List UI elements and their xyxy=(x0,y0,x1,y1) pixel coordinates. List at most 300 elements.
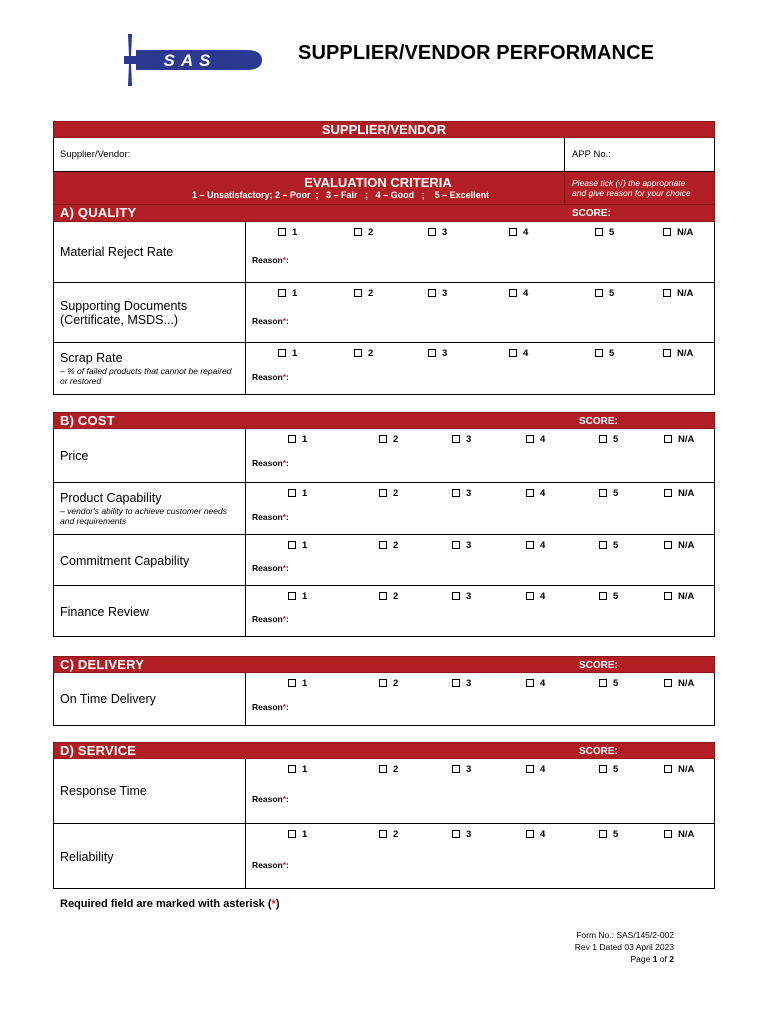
checkbox[interactable] xyxy=(354,349,362,357)
rating-option-na[interactable] xyxy=(664,488,694,499)
checkbox[interactable] xyxy=(599,435,607,443)
rating-option-5[interactable] xyxy=(599,829,618,840)
rating-option-1[interactable] xyxy=(278,288,297,299)
required-asterisk: * xyxy=(282,255,287,265)
rating-option-label: 4 xyxy=(540,434,546,445)
required-asterisk: * xyxy=(282,702,287,712)
required-asterisk: * xyxy=(282,860,287,870)
reason-colon: : xyxy=(286,794,289,804)
rating-option-label: 3 xyxy=(466,434,472,445)
rating-option-label: 3 xyxy=(466,829,472,840)
column-divider xyxy=(245,824,246,888)
criterion-label: Finance Review xyxy=(60,605,149,619)
rating-option-4[interactable] xyxy=(526,540,545,551)
checkbox[interactable] xyxy=(663,349,671,357)
checkbox[interactable] xyxy=(288,541,296,549)
checkbox[interactable] xyxy=(354,228,362,236)
checkbox[interactable] xyxy=(452,435,460,443)
section-title: C) DELIVERY xyxy=(60,657,145,672)
rating-option-5[interactable] xyxy=(599,678,618,689)
criterion-label: Price xyxy=(60,449,89,463)
criterion-name xyxy=(60,605,240,619)
reason-label xyxy=(252,614,289,624)
evaluation-title: EVALUATION CRITERIA xyxy=(304,175,452,190)
rating-option-5[interactable] xyxy=(595,288,614,299)
rating-option-label: 1 xyxy=(302,764,308,775)
reason-label xyxy=(252,255,289,265)
required-asterisk: * xyxy=(282,614,287,624)
criterion-label: Scrap Rate xyxy=(60,351,123,365)
criterion-name xyxy=(60,554,240,568)
supplier-section-header xyxy=(53,121,715,138)
rating-option-label: 2 xyxy=(393,434,399,445)
rating-option-3[interactable] xyxy=(428,288,447,299)
reason-colon: : xyxy=(286,458,289,468)
reason-label xyxy=(252,860,289,870)
required-asterisk: * xyxy=(282,794,287,804)
rating-option-label: 4 xyxy=(540,829,546,840)
criterion-row xyxy=(54,222,714,282)
checkbox[interactable] xyxy=(664,435,672,443)
reason-label xyxy=(252,316,289,326)
criterion-note: – vendor's ability to achieve customer needs and requirements xyxy=(60,506,227,526)
checkbox[interactable] xyxy=(428,289,436,297)
rating-option-4[interactable] xyxy=(509,288,528,299)
rating-option-4[interactable] xyxy=(526,764,545,775)
criterion-label: Reliability xyxy=(60,850,114,864)
rating-option-2[interactable] xyxy=(379,591,398,602)
reason-label xyxy=(252,794,289,804)
criterion-note: – % of failed products that cannot be repaired or restored xyxy=(60,366,232,386)
rating-option-1[interactable] xyxy=(288,540,307,551)
rating-option-1[interactable] xyxy=(288,764,307,775)
rating-option-5[interactable] xyxy=(599,540,618,551)
score-label: SCORE: xyxy=(579,660,618,671)
rating-option-label: 2 xyxy=(393,678,399,689)
criterion-row xyxy=(54,759,714,823)
reason-input[interactable] xyxy=(294,791,708,807)
criterion-row xyxy=(54,429,714,482)
evaluation-criteria-header xyxy=(53,172,715,205)
rating-option-label: 3 xyxy=(442,227,448,238)
supplier-vendor-field[interactable] xyxy=(204,142,564,168)
checkbox[interactable] xyxy=(288,830,296,838)
rating-option-label: 2 xyxy=(368,288,374,299)
rating-option-2[interactable] xyxy=(354,288,373,299)
criterion-row xyxy=(54,282,714,342)
rating-option-2[interactable] xyxy=(379,540,398,551)
reason-label xyxy=(252,702,289,712)
checkbox[interactable] xyxy=(526,592,534,600)
rating-option-label: 5 xyxy=(609,227,615,238)
rating-option-3[interactable] xyxy=(428,227,447,238)
column-divider xyxy=(245,283,246,342)
rating-option-2[interactable] xyxy=(379,488,398,499)
reason-colon: : xyxy=(286,372,289,382)
reason-label xyxy=(252,512,289,522)
rating-option-label: 4 xyxy=(523,288,529,299)
criterion-row xyxy=(54,534,714,585)
rating-option-label: 4 xyxy=(540,678,546,689)
rating-option-label: 3 xyxy=(466,678,472,689)
rating-option-label: N/A xyxy=(677,288,694,299)
reason-text: Reason xyxy=(252,614,283,624)
rating-option-label: N/A xyxy=(678,764,695,775)
rating-option-label: 5 xyxy=(609,348,615,359)
rating-option-4[interactable] xyxy=(526,434,545,445)
rating-option-2[interactable] xyxy=(354,227,373,238)
checkbox[interactable] xyxy=(664,679,672,687)
section-header xyxy=(53,205,715,222)
reason-input[interactable] xyxy=(294,455,708,471)
rating-option-label: 4 xyxy=(540,540,546,551)
criterion-row xyxy=(54,585,714,636)
checkbox[interactable] xyxy=(288,765,296,773)
required-asterisk: * xyxy=(282,458,287,468)
rating-option-label: 5 xyxy=(613,488,619,499)
reason-colon: : xyxy=(286,614,289,624)
rating-option-2[interactable] xyxy=(354,348,373,359)
reason-text: Reason xyxy=(252,563,283,573)
checkbox[interactable] xyxy=(452,679,460,687)
divider xyxy=(564,172,565,204)
reason-colon: : xyxy=(286,563,289,573)
reason-text: Reason xyxy=(252,702,283,712)
rating-option-label: 2 xyxy=(393,591,399,602)
reason-input[interactable] xyxy=(294,509,708,525)
score-label: SCORE: xyxy=(579,746,618,757)
svg-text:SAS: SAS xyxy=(163,51,217,70)
reason-text: Reason xyxy=(252,316,283,326)
rating-option-label: 3 xyxy=(466,488,472,499)
checkbox[interactable] xyxy=(278,349,286,357)
required-asterisk: * xyxy=(282,372,287,382)
rating-option-label: 2 xyxy=(393,829,399,840)
checkbox[interactable] xyxy=(526,541,534,549)
checkbox[interactable] xyxy=(354,289,362,297)
checkbox[interactable] xyxy=(379,489,387,497)
rating-option-label: N/A xyxy=(677,348,694,359)
rating-option-2[interactable] xyxy=(379,434,398,445)
checkbox[interactable] xyxy=(664,830,672,838)
rating-option-5[interactable] xyxy=(599,488,618,499)
checkbox[interactable] xyxy=(428,228,436,236)
rating-option-1[interactable] xyxy=(288,434,307,445)
reason-input[interactable] xyxy=(294,560,708,576)
rating-option-na[interactable] xyxy=(663,288,693,299)
rating-option-1[interactable] xyxy=(288,829,307,840)
page-number: Page 1 of 2 xyxy=(630,954,674,964)
reason-input[interactable] xyxy=(294,313,708,329)
rating-option-na[interactable] xyxy=(664,434,694,445)
checkbox[interactable] xyxy=(526,435,534,443)
checkbox[interactable] xyxy=(599,541,607,549)
rating-option-na[interactable] xyxy=(664,540,694,551)
rating-option-3[interactable] xyxy=(452,540,471,551)
reason-input[interactable] xyxy=(294,699,708,715)
criterion-row xyxy=(54,342,714,394)
criterion-name xyxy=(60,299,240,327)
rating-option-label: 5 xyxy=(613,540,619,551)
rating-option-3[interactable] xyxy=(452,829,471,840)
rating-option-3[interactable] xyxy=(452,434,471,445)
checkbox[interactable] xyxy=(288,592,296,600)
reason-label xyxy=(252,372,289,382)
rating-option-na[interactable] xyxy=(663,348,693,359)
criterion-label: Supporting Documents (Certificate, MSDS...) xyxy=(60,299,188,327)
section-header xyxy=(53,656,715,673)
rating-option-4[interactable] xyxy=(509,227,528,238)
checkbox[interactable] xyxy=(379,679,387,687)
rating-option-na[interactable] xyxy=(663,227,693,238)
checkbox[interactable] xyxy=(599,489,607,497)
rating-option-label: 5 xyxy=(613,829,619,840)
checkbox[interactable] xyxy=(526,830,534,838)
checkbox[interactable] xyxy=(599,679,607,687)
rating-option-label: N/A xyxy=(677,227,694,238)
rating-option-1[interactable] xyxy=(278,348,297,359)
rating-option-1[interactable] xyxy=(278,227,297,238)
required-asterisk: * xyxy=(282,563,287,573)
reason-input[interactable] xyxy=(294,611,708,627)
criterion-name xyxy=(60,351,240,386)
rating-option-4[interactable] xyxy=(509,348,528,359)
rating-option-5[interactable] xyxy=(595,227,614,238)
column-divider xyxy=(245,222,246,282)
criterion-label: Commitment Capability xyxy=(60,554,190,568)
checkbox[interactable] xyxy=(526,765,534,773)
checkbox[interactable] xyxy=(379,435,387,443)
section-table xyxy=(53,429,715,637)
rating-option-label: 4 xyxy=(540,764,546,775)
rating-option-label: 5 xyxy=(613,678,619,689)
revision-date: Rev 1 Dated 03 April 2023 xyxy=(574,942,674,952)
criterion-label: Material Reject Rate xyxy=(60,245,174,259)
rating-option-2[interactable] xyxy=(379,678,398,689)
evaluation-scale: 1 – Unsatisfactory; 2 – Poor ; 3 – Fair ; 4 – Good ; 5 – Excellent xyxy=(192,190,490,200)
section-header xyxy=(53,742,715,759)
checkbox[interactable] xyxy=(288,489,296,497)
criterion-label: On Time Delivery xyxy=(60,692,156,706)
rating-option-label: 3 xyxy=(466,591,472,602)
section-title: A) QUALITY xyxy=(60,205,137,220)
checkbox[interactable] xyxy=(664,592,672,600)
reason-colon: : xyxy=(286,512,289,522)
checkbox[interactable] xyxy=(595,289,603,297)
rating-option-label: 3 xyxy=(466,764,472,775)
checkbox[interactable] xyxy=(599,830,607,838)
criterion-name xyxy=(60,491,240,526)
section-table xyxy=(53,222,715,395)
checkbox[interactable] xyxy=(379,830,387,838)
criterion-row xyxy=(54,823,714,888)
rating-option-na[interactable] xyxy=(664,591,694,602)
rating-option-label: 3 xyxy=(442,288,448,299)
checkbox[interactable] xyxy=(379,541,387,549)
reason-input[interactable] xyxy=(294,369,708,385)
checkbox[interactable] xyxy=(664,765,672,773)
criterion-name xyxy=(60,245,240,259)
checkbox[interactable] xyxy=(509,289,517,297)
rating-option-label: 2 xyxy=(393,540,399,551)
required-field-note: Required field are marked with asterisk (*) xyxy=(60,898,280,910)
rating-option-5[interactable] xyxy=(595,348,614,359)
checkbox[interactable] xyxy=(452,541,460,549)
rating-option-label: 1 xyxy=(302,591,308,602)
criterion-name xyxy=(60,784,240,798)
rating-option-4[interactable] xyxy=(526,829,545,840)
section-table xyxy=(53,673,715,726)
rating-option-label: 1 xyxy=(302,434,308,445)
rating-option-1[interactable] xyxy=(288,591,307,602)
checkbox[interactable] xyxy=(664,489,672,497)
rating-option-1[interactable] xyxy=(288,678,307,689)
rating-option-label: N/A xyxy=(678,829,695,840)
rating-option-label: 2 xyxy=(368,227,374,238)
column-divider xyxy=(245,586,246,636)
app-no-field[interactable] xyxy=(624,142,708,168)
rating-option-5[interactable] xyxy=(599,764,618,775)
checkbox[interactable] xyxy=(288,435,296,443)
rating-option-label: 2 xyxy=(393,764,399,775)
page-title: SUPPLIER/VENDOR PERFORMANCE xyxy=(298,42,655,64)
rating-option-4[interactable] xyxy=(526,591,545,602)
checkbox[interactable] xyxy=(452,592,460,600)
score-label: SCORE: xyxy=(572,208,611,219)
checkbox[interactable] xyxy=(526,679,534,687)
column-divider xyxy=(245,759,246,823)
reason-label xyxy=(252,563,289,573)
rating-option-label: 3 xyxy=(442,348,448,359)
section-table xyxy=(53,759,715,889)
criterion-name xyxy=(60,449,240,463)
divider xyxy=(564,138,565,171)
rating-option-3[interactable] xyxy=(428,348,447,359)
reason-text: Reason xyxy=(252,458,283,468)
reason-input[interactable] xyxy=(294,857,708,873)
rating-option-label: 4 xyxy=(523,348,529,359)
rating-option-3[interactable] xyxy=(452,678,471,689)
reason-text: Reason xyxy=(252,512,283,522)
checkbox[interactable] xyxy=(664,541,672,549)
criterion-label: Product Capability xyxy=(60,491,162,505)
checkbox[interactable] xyxy=(452,765,460,773)
reason-input[interactable] xyxy=(294,252,708,268)
column-divider xyxy=(245,673,246,725)
checkbox[interactable] xyxy=(379,592,387,600)
checkbox[interactable] xyxy=(509,349,517,357)
checkbox[interactable] xyxy=(379,765,387,773)
rating-option-2[interactable] xyxy=(379,829,398,840)
checkbox[interactable] xyxy=(526,489,534,497)
section-title: B) COST xyxy=(60,413,115,428)
rating-option-label: 1 xyxy=(302,678,308,689)
checkbox[interactable] xyxy=(278,228,286,236)
rating-option-label: 4 xyxy=(540,488,546,499)
rating-option-label: 5 xyxy=(613,434,619,445)
rating-option-5[interactable] xyxy=(599,591,618,602)
criterion-row xyxy=(54,482,714,534)
score-label: SCORE: xyxy=(579,416,618,427)
rating-option-3[interactable] xyxy=(452,764,471,775)
rating-option-3[interactable] xyxy=(452,591,471,602)
evaluation-instruction: Please tick (√) the appropriate and give reason for your choice xyxy=(572,178,691,198)
section-header xyxy=(53,412,715,429)
reason-label xyxy=(252,458,289,468)
checkbox[interactable] xyxy=(452,830,460,838)
column-divider xyxy=(245,343,246,394)
reason-colon: : xyxy=(286,702,289,712)
rating-option-label: 4 xyxy=(540,591,546,602)
rating-option-label: 2 xyxy=(393,488,399,499)
rating-option-label: N/A xyxy=(678,591,695,602)
rating-option-label: 3 xyxy=(466,540,472,551)
section-title: D) SERVICE xyxy=(60,743,137,758)
supplier-section-title: SUPPLIER/VENDOR xyxy=(321,122,447,137)
checkbox[interactable] xyxy=(595,228,603,236)
rating-option-3[interactable] xyxy=(452,488,471,499)
checkbox[interactable] xyxy=(599,765,607,773)
checkbox[interactable] xyxy=(278,289,286,297)
rating-option-label: 1 xyxy=(292,348,298,359)
reason-text: Reason xyxy=(252,860,283,870)
supplier-vendor-label: Supplier/Vendor: xyxy=(60,149,131,160)
rating-option-label: 1 xyxy=(302,540,308,551)
checkbox[interactable] xyxy=(428,349,436,357)
criterion-row xyxy=(54,673,714,725)
rating-option-5[interactable] xyxy=(599,434,618,445)
checkbox[interactable] xyxy=(599,592,607,600)
reason-text: Reason xyxy=(252,794,283,804)
checkbox[interactable] xyxy=(595,349,603,357)
rating-option-na[interactable] xyxy=(664,678,694,689)
reason-text: Reason xyxy=(252,255,283,265)
rating-option-label: 2 xyxy=(368,348,374,359)
rating-option-label: N/A xyxy=(678,434,695,445)
checkbox[interactable] xyxy=(509,228,517,236)
reason-colon: : xyxy=(286,316,289,326)
rating-option-label: 5 xyxy=(613,764,619,775)
rating-option-4[interactable] xyxy=(526,678,545,689)
rating-option-label: 5 xyxy=(609,288,615,299)
reason-text: Reason xyxy=(252,372,283,382)
checkbox[interactable] xyxy=(663,228,671,236)
rating-option-label: 1 xyxy=(292,288,298,299)
rating-option-4[interactable] xyxy=(526,488,545,499)
rating-option-label: 1 xyxy=(292,227,298,238)
app-no-label: APP No.: xyxy=(572,149,611,160)
required-asterisk: * xyxy=(282,316,287,326)
rating-option-na[interactable] xyxy=(664,829,694,840)
checkbox[interactable] xyxy=(288,679,296,687)
sas-logo xyxy=(118,32,264,88)
form-number: Form No.: SAS/145/2-002 xyxy=(576,930,674,940)
criterion-name xyxy=(60,850,240,864)
checkbox[interactable] xyxy=(663,289,671,297)
checkbox[interactable] xyxy=(452,489,460,497)
column-divider xyxy=(245,535,246,585)
rating-option-label: 1 xyxy=(302,829,308,840)
rating-option-1[interactable] xyxy=(288,488,307,499)
column-divider xyxy=(245,429,246,482)
rating-option-label: 4 xyxy=(523,227,529,238)
rating-option-2[interactable] xyxy=(379,764,398,775)
rating-option-label: N/A xyxy=(678,678,695,689)
criterion-name xyxy=(60,692,240,706)
rating-option-na[interactable] xyxy=(664,764,694,775)
reason-colon: : xyxy=(286,255,289,265)
supplier-info-row xyxy=(53,138,715,172)
